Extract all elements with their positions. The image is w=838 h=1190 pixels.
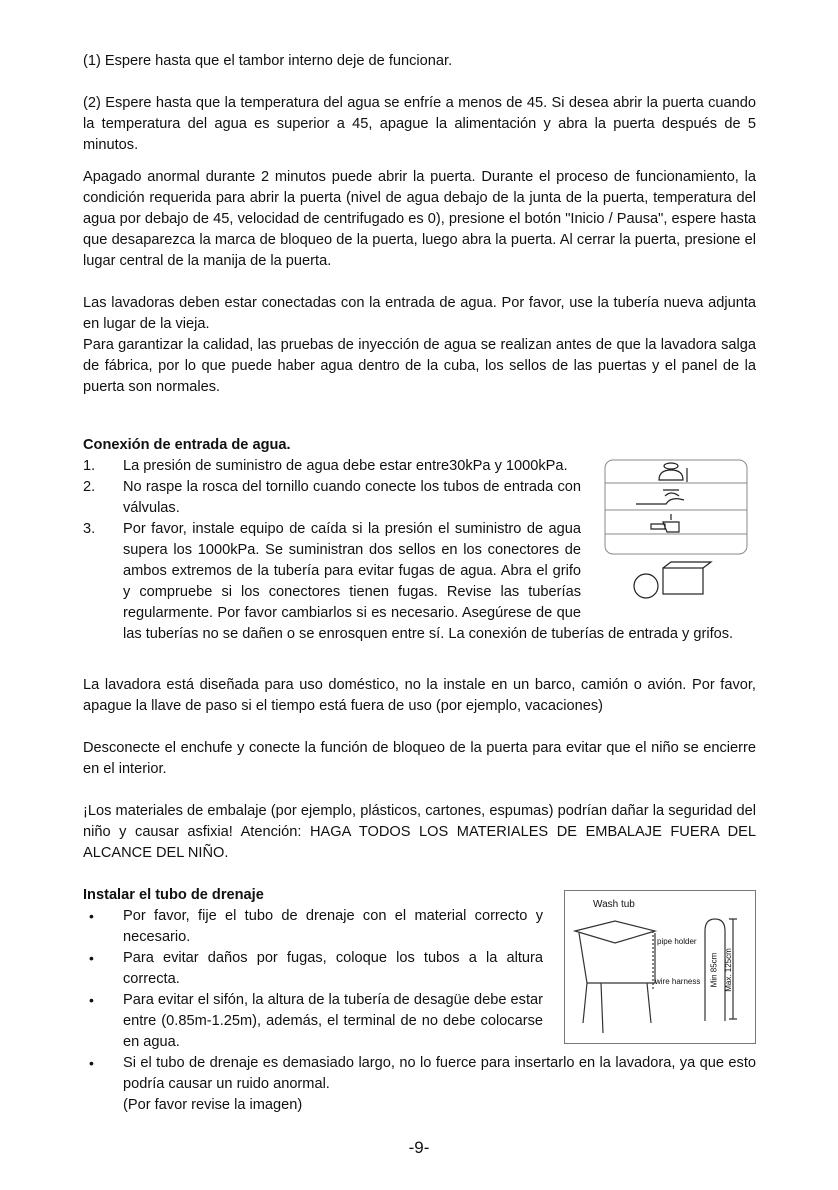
bullet-icon: • — [89, 1055, 94, 1071]
text: La lavadora está diseñada para uso doméstico, no la instale en un barco, camión o avión. Por favor, apague la llave de paso si el tiempo está fuera de uso (por ejemplo, vacaciones) — [83, 677, 756, 714]
figure-label: Wash tub — [593, 899, 635, 910]
text: Para garantizar la calidad, las pruebas de inyección de agua se realizan antes de que la lavadora salga de fábrica, por lo que puede haber agua dentro de la cuba, los sellos de las puertas y el panel de la puerta son normales. — [83, 337, 756, 395]
paragraph — [83, 738, 756, 780]
text: Las lavadoras deben estar conectadas con la entrada de agua. Por favor, use la tubería nueva adjunta en lugar de la vieja. — [83, 295, 756, 332]
list-item — [83, 948, 756, 990]
section-heading: Conexión de entrada de agua. — [83, 437, 291, 453]
list-item — [83, 456, 756, 477]
text: ¡Los materiales de embalaje (por ejemplo, plásticos, cartones, espumas) podrían dañar la seguridad del niño y causar asfixia! Atención: HAGA TODOS LOS MATERIALES DE EMBALAJE FUERA DEL ALCANCE DEL NIÑO. — [83, 803, 756, 861]
item-text: Para evitar el sifón, la altura de la tubería de desagüe debe estar entre (0.85m-1.25m), además, el terminal de no debe colocarse en agua. — [123, 992, 543, 1050]
item-text: Si el tubo de drenaje es demasiado largo, no lo fuerce para insertarlo en la lavadora, ya que esto podría causar un ruido anormal. — [123, 1055, 756, 1092]
list-item — [83, 990, 756, 1053]
text: Desconecte el enchufe y conecte la función de bloqueo de la puerta para evitar que el niño se encierre en el interior. — [83, 740, 756, 777]
list-item — [83, 519, 756, 645]
figure-label: wire harness — [655, 977, 701, 986]
list-item — [83, 906, 756, 948]
item-number: 3. — [83, 521, 96, 537]
note-text: (Por favor revise la imagen) — [123, 1097, 303, 1113]
item-number: 1. — [83, 458, 96, 474]
text: (1) Espere hasta que el tambor interno deje de funcionar. — [83, 53, 453, 69]
bullet-icon: • — [89, 950, 94, 966]
paragraph — [83, 51, 756, 72]
figure-label: pipe holder — [657, 937, 697, 946]
item-text: No raspe la rosca del tornillo cuando conecte los tubos de entrada con válvulas. — [123, 479, 581, 516]
item-number: 2. — [83, 479, 96, 495]
item-text: Para evitar daños por fugas, coloque los tubos a la altura correcta. — [123, 950, 543, 987]
paragraph — [83, 675, 756, 717]
water-inlet-section — [83, 435, 756, 645]
list-item — [83, 477, 756, 519]
paragraph — [83, 167, 756, 272]
text: Apagado anormal durante 2 minutos puede abrir la puerta. Durante el proceso de funcionamiento, la condición requerida para abrir la puerta (nivel de agua debajo de la junta de la puerta, temperatura del agua por debajo de 45, velocidad de centrifugado es 0), presione el botón "Inicio / Pausa", espere hasta que desaparezca la marca de bloqueo de la puerta, luego abra la puerta. Al cerrar la puerta, presione el lugar central de la manija de la puerta. — [83, 169, 756, 269]
item-text: Por favor, fije el tubo de drenaje con el material correcto y necesario. — [123, 908, 543, 945]
bullet-icon: • — [89, 908, 94, 924]
figure-label: Max. 125cm — [723, 948, 733, 992]
bullet-icon: • — [89, 992, 94, 1008]
figure-label: Min 85cm — [709, 952, 719, 988]
paragraph — [83, 801, 756, 864]
text: (2) Espere hasta que la temperatura del agua se enfríe a menos de 45. Si desea abrir la puerta cuando la temperatura del agua es superior a 45, apague la alimentación y abra la puerta después de 5 minutos. — [83, 95, 756, 153]
drain-section — [83, 885, 756, 1116]
item-text: La presión de suministro de agua debe estar entre30kPa y 1000kPa. — [123, 458, 568, 474]
page-number: -9- — [408, 1138, 430, 1157]
list-item — [83, 1053, 756, 1116]
section-heading: Instalar el tubo de drenaje — [83, 887, 264, 903]
paragraph — [83, 293, 756, 398]
item-text: Por favor, instale equipo de caída si la presión el suministro de agua supera los 1000kPa. Se suministran dos sellos en los conectores de ambos extremos de la tubería para evitar fugas de agua. Abra el grifo y compruebe si los conectores tienen fugas. Revise las tuberías regularmente. Por favor cambiarlos si es necesario. Asegúrese de que las tuberías no se dañen o se enrosquen entre sí. La conexión de tuberías de entrada y grifos. — [123, 521, 734, 642]
paragraph — [83, 93, 756, 156]
